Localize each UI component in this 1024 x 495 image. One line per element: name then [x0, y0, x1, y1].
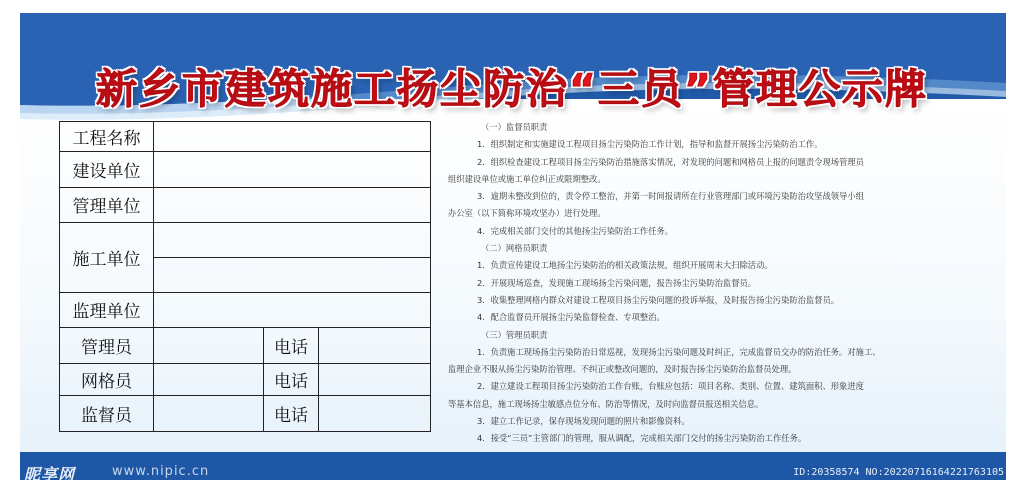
duty-line: 3．收集整理网格内群众对建设工程项目扬尘污染问题的投诉举报，及时报告扬尘污染防治监督员。 [477, 294, 840, 305]
value-contractor-2 [154, 258, 431, 293]
phone-value [319, 328, 431, 364]
duty-line: 监理企业不服从扬尘污染防治管理、不纠正或整改问题的，及时报告扬尘污染防治监督员处理。 [448, 364, 797, 375]
label-contractor: 施工单位 [60, 222, 154, 292]
role-name-value [154, 363, 264, 396]
section-heading: （一）监督员职责 [481, 122, 548, 132]
value-manager-unit [154, 188, 431, 223]
role-label: 网格员 [60, 363, 154, 396]
duty-line: 3．逾期未整改到位的，责令停工整治，并第一时间报请所在行业管理部门或环境污染防治攻坚战领导小组 [477, 191, 864, 202]
table-row [60, 396, 431, 432]
duty-line: 4．配合监督员开展扬尘污染监督检查、专项整治。 [477, 312, 665, 323]
value-project-name [154, 122, 431, 152]
duty-line: 组织建设单位或施工单位纠正或限期整改。 [448, 173, 606, 184]
duty-line: 1．负责施工现场扬尘污染防治日常巡视，发现扬尘污染问题及时纠正，完成监督员交办的防治任务。对施工、 [477, 346, 881, 357]
duty-line: 4．完成相关部门交付的其他扬尘污染防治工作任务。 [477, 225, 674, 236]
role-name-value [154, 328, 264, 364]
label-manager-unit: 管理单位 [60, 188, 154, 223]
info-table [59, 121, 431, 432]
duty-line: 2．建立建设工程项目扬尘污染防治工作台账，台账应包括：项目名称、类别、位置、建筑面积、形象进度 [477, 381, 864, 392]
duty-line: 4．接受“三员”主管部门的管理，服从调配，完成相关部门交付的扬尘污染防治工作任务。 [477, 433, 807, 444]
label-supervisor-unit: 监理单位 [60, 292, 154, 328]
watermark-logo: 昵享网 [24, 465, 76, 484]
role-label: 监督员 [60, 396, 154, 432]
duty-line: 等基本信息，施工现场扬尘敏感点位分布、防治等情况，及时向监督员报送相关信息。 [448, 398, 764, 409]
duty-line: 1．负责宣传建设工地扬尘污染防治的相关政策法规，组织开展周末大扫除活动。 [477, 260, 773, 271]
duty-line: 1．组织制定和实施建设工程项目扬尘污染防治工作计划，指导和监督开展扬尘污染防治工作。 [477, 139, 823, 150]
phone-value [319, 363, 431, 396]
duties-text [448, 119, 968, 448]
phone-value [319, 396, 431, 432]
role-label: 管理员 [60, 328, 154, 364]
table-row [60, 363, 431, 396]
watermark-url: www.nipic.cn [112, 464, 210, 479]
label-project-name: 工程名称 [60, 122, 154, 152]
duty-line: 3．建立工作记录，保存现场发现问题的照片和影像资料。 [477, 416, 690, 427]
value-contractor-1 [154, 222, 431, 258]
section-heading: （三）管理员职责 [481, 329, 548, 340]
value-supervisor-unit [154, 292, 431, 328]
duty-line: 2．组织检查建设工程项目扬尘污染防治措施落实情况，对发现的问题和网格员上报的问题责令现场管理员 [477, 156, 864, 167]
phone-label: 电话 [264, 363, 319, 396]
phone-label: 电话 [264, 328, 319, 364]
phone-label: 电话 [264, 396, 319, 432]
duty-line: 2．开展现场巡查，发现施工现场扬尘污染问题，报告扬尘污染防治监督员。 [477, 277, 757, 288]
label-builder: 建设单位 [60, 152, 154, 188]
table-row [60, 328, 431, 364]
role-name-value [154, 396, 264, 432]
value-builder [154, 152, 431, 188]
board-title: 新乡市建筑施工扬尘防治“三员”管理公示牌 [96, 65, 928, 113]
section-heading: （二）网格员职责 [481, 243, 548, 254]
watermark-id: ID:20358574 NO:20220716164221763105 [793, 467, 1004, 478]
duty-line: 办公室（以下简称环境攻坚办）进行处理。 [448, 208, 606, 219]
